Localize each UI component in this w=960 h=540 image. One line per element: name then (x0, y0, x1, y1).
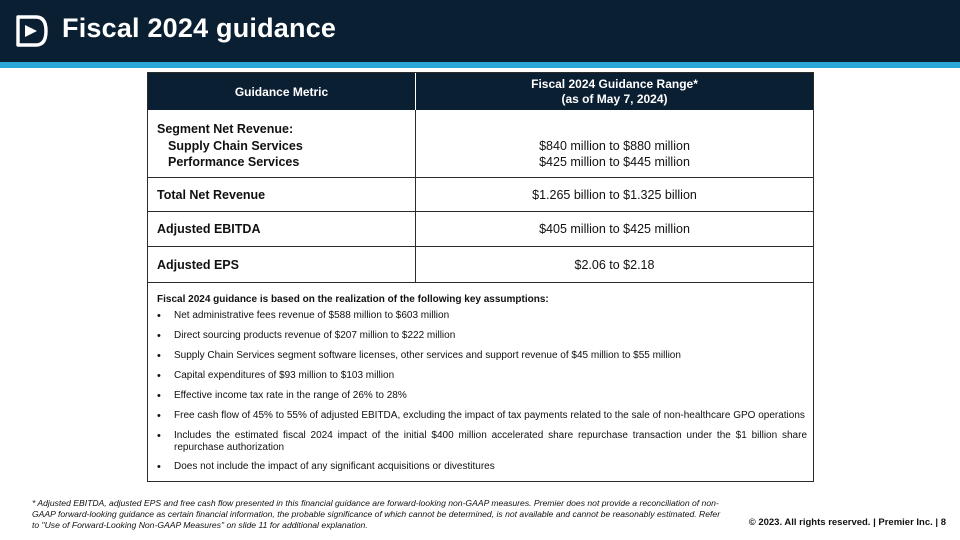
list-item-text: Supply Chain Services segment software licenses, other services and support revenue of $45 million to $55 million (174, 350, 681, 361)
bullet-icon: • (157, 330, 161, 342)
bullet-icon: • (157, 410, 161, 422)
list-item (157, 370, 807, 382)
premier-logo-icon (14, 14, 48, 48)
list-item-text: Direct sourcing products revenue of $207 million to $222 million (174, 330, 456, 341)
list-item (157, 430, 807, 454)
row-value: $1.265 billion to $1.325 billion (532, 187, 697, 202)
segment-net-revenue-label: Segment Net Revenue: (157, 122, 294, 136)
table-row (148, 212, 813, 247)
list-item (157, 350, 807, 362)
header-bar (0, 0, 960, 62)
segment-supply-chain-label: Supply Chain Services (168, 139, 303, 153)
column-header-metric-label: Guidance Metric (234, 84, 329, 99)
row-value: $405 million to $425 million (539, 222, 690, 236)
list-item-text: Free cash flow of 45% to 55% of adjusted EBITDA, excluding the impact of tax payments related to the sale of non-healthcare GPO operations (174, 410, 805, 421)
header-stripe (0, 62, 960, 68)
list-item-text: Effective income tax rate in the range of 26% to 28% (174, 390, 407, 401)
column-header-metric (148, 73, 416, 110)
bullet-icon: • (157, 461, 161, 473)
table-row-segment (148, 110, 813, 178)
row-label: Adjusted EPS (148, 247, 416, 282)
list-item-text: Net administrative fees revenue of $588 million to $603 million (174, 310, 450, 321)
segment-performance-value: $425 million to $445 million (539, 155, 690, 169)
guidance-table (147, 72, 814, 482)
list-item (157, 410, 807, 422)
table-header (148, 73, 813, 110)
page-title: Fiscal 2024 guidance (62, 13, 337, 43)
bullet-icon: • (157, 430, 161, 442)
table-row (148, 247, 813, 283)
bullet-icon: • (157, 350, 161, 362)
assumptions-intro: Fiscal 2024 guidance is based on the realization of the following key assumptions: (157, 294, 549, 305)
assumptions-section (148, 283, 813, 481)
segment-label-cell (148, 110, 416, 177)
list-item-text: Does not include the impact of any significant acquisitions or divestitures (174, 461, 495, 472)
row-label: Total Net Revenue (148, 178, 416, 211)
column-header-range-line2: (as of May 7, 2024) (561, 91, 668, 106)
column-header-range (416, 73, 813, 110)
list-item (157, 461, 807, 473)
row-label: Adjusted EBITDA (148, 212, 416, 246)
list-item-text: Includes the estimated fiscal 2024 impact of the initial $400 million accelerated share repurchase transaction under the $1 billion share repurchase authorization (174, 430, 807, 453)
segment-performance-label: Performance Services (168, 155, 300, 169)
table-row (148, 178, 813, 212)
list-item (157, 330, 807, 342)
row-value: $2.06 to $2.18 (574, 257, 655, 272)
bullet-icon: • (157, 310, 161, 322)
list-item (157, 310, 807, 322)
footnote: * Adjusted EBITDA, adjusted EPS and free cash flow presented in this financial guidance are forward-looking non-GAAP measures. Premier does not provide a reconciliation of non-GAAP forward-looking guidance as certain financial information, the probable significance of which cannot be determined, is not available and cannot be reasonably estimated. Refer to "Use of Forward-Looking Non-GAAP Measures" on slide 11 for additional explanation. (32, 498, 721, 530)
bullet-icon: • (157, 370, 161, 382)
list-item (157, 390, 807, 402)
bullet-icon: • (157, 390, 161, 402)
segment-supply-chain-value: $840 million to $880 million (539, 139, 690, 153)
column-header-range-line1: Fiscal 2024 Guidance Range* (531, 76, 698, 91)
copyright-footer: © 2023. All rights reserved. | Premier Inc. | 8 (748, 517, 946, 528)
list-item-text: Capital expenditures of $93 million to $103 million (174, 370, 395, 381)
segment-value-cell (416, 110, 813, 177)
